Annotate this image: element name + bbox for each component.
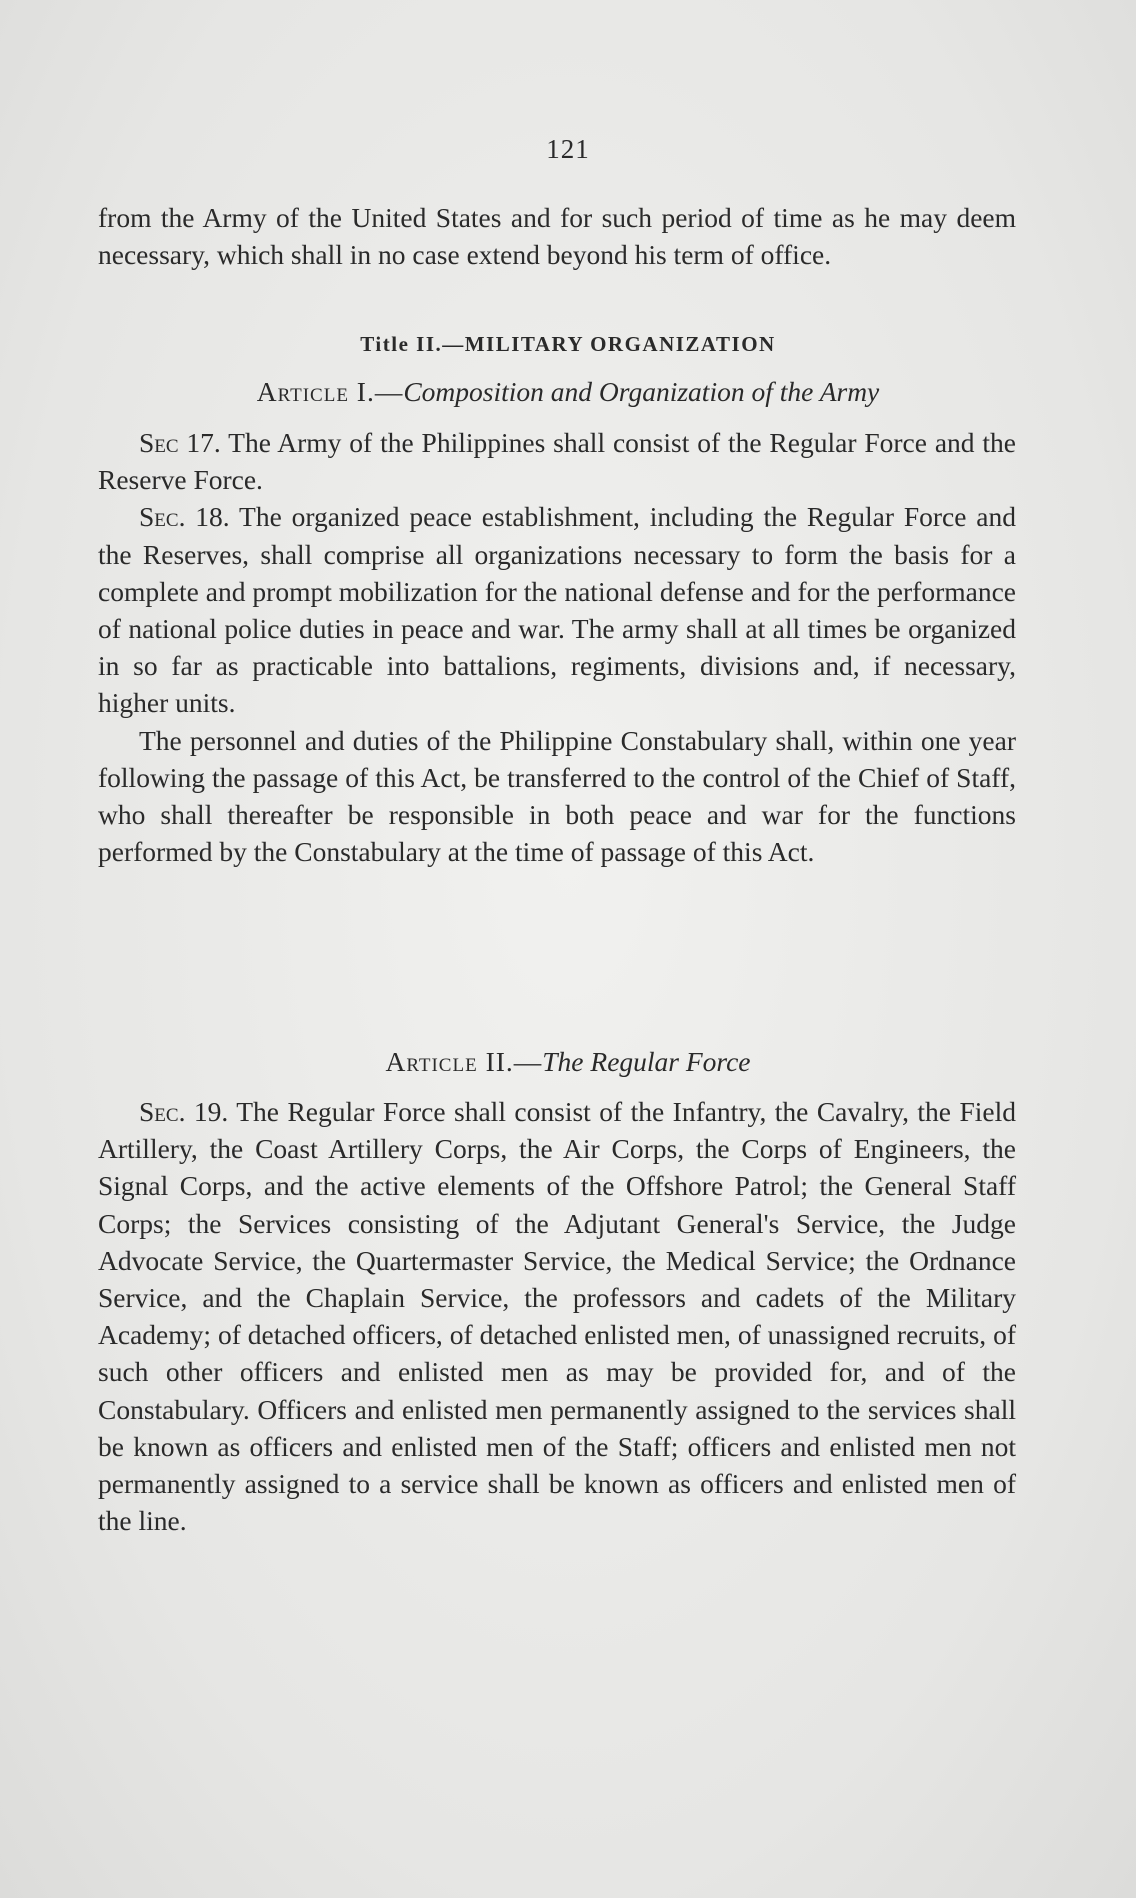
section-19-paragraph	[98, 1093, 1016, 1539]
constabulary-paragraph: The personnel and duties of the Philippine Constabulary shall, within one year following the passage of this Act, be transferred to the control of the Chief of Staff, who shall thereafter be responsible in both peace and war for the functions performed by the Constabulary at the time of passage of this Act.	[98, 724, 1016, 868]
article-2-heading	[0, 1046, 1136, 1078]
article-1-title: Composition and Organization of the Army	[403, 376, 880, 407]
section-19-label: Sec. 19.	[139, 1096, 229, 1127]
section-18-paragraph	[98, 498, 1016, 721]
article-1-body	[98, 424, 1016, 870]
section-17-paragraph	[98, 424, 1016, 498]
section-17-text: The Army of the Philippines shall consist of the Regular Force and the Reserve Force.	[98, 427, 1016, 496]
article-2-label: Article II.—	[385, 1046, 543, 1077]
continuation-paragraph: from the Army of the United States and for such period of time as he may deem necessary, which shall in no case extend beyond his term of office.	[98, 202, 1016, 271]
section-18-label: Sec. 18.	[139, 501, 230, 533]
section-18-text: The organized peace establishment, including the Regular Force and the Reserves, shall comprise all organizations necessary to form the basis for a complete and prompt mobilization for the national defense and for the performance of national police duties in peace and war. The army shall at all times be organized in so far as practicable into battalions, regiments, divisions and, if necessary, higher units.	[98, 501, 1016, 719]
continuation-paragraph-block	[98, 199, 1016, 273]
article-1-label: Article I.—	[256, 376, 404, 407]
page-number: 121	[546, 134, 590, 164]
article-1-heading	[0, 376, 1136, 408]
section-17-label: Sec 17.	[139, 427, 221, 458]
article-2-body	[98, 1093, 1016, 1539]
article-2-title: The Regular Force	[542, 1046, 751, 1077]
section-19-text: The Regular Force shall consist of the Infantry, the Cavalry, the Field Artillery, the Coast Artillery Corps, the Air Corps, the Corps of Engineers, the Signal Corps, and the active elements of the Offshore Patrol; the General Staff Corps; the Services consisting of the Adjutant General's Service, the Judge Advocate Service, the Quartermaster Service, the Medical Service; the Ordnance Service, and the Chaplain Service, the professors and cadets of the Military Academy; of detached officers, of detached enlisted men, of unassigned recruits, of such other officers and enlisted men as may be provided for, and of the Constabulary. Officers and enlisted men permanently assigned to the services shall be known as officers and enlisted men of the Staff; officers and enlisted men not permanently assigned to a service shall be known as officers and enlisted men of the line.	[98, 1096, 1016, 1537]
title-heading: Title II.—MILITARY ORGANIZATION	[360, 332, 776, 356]
